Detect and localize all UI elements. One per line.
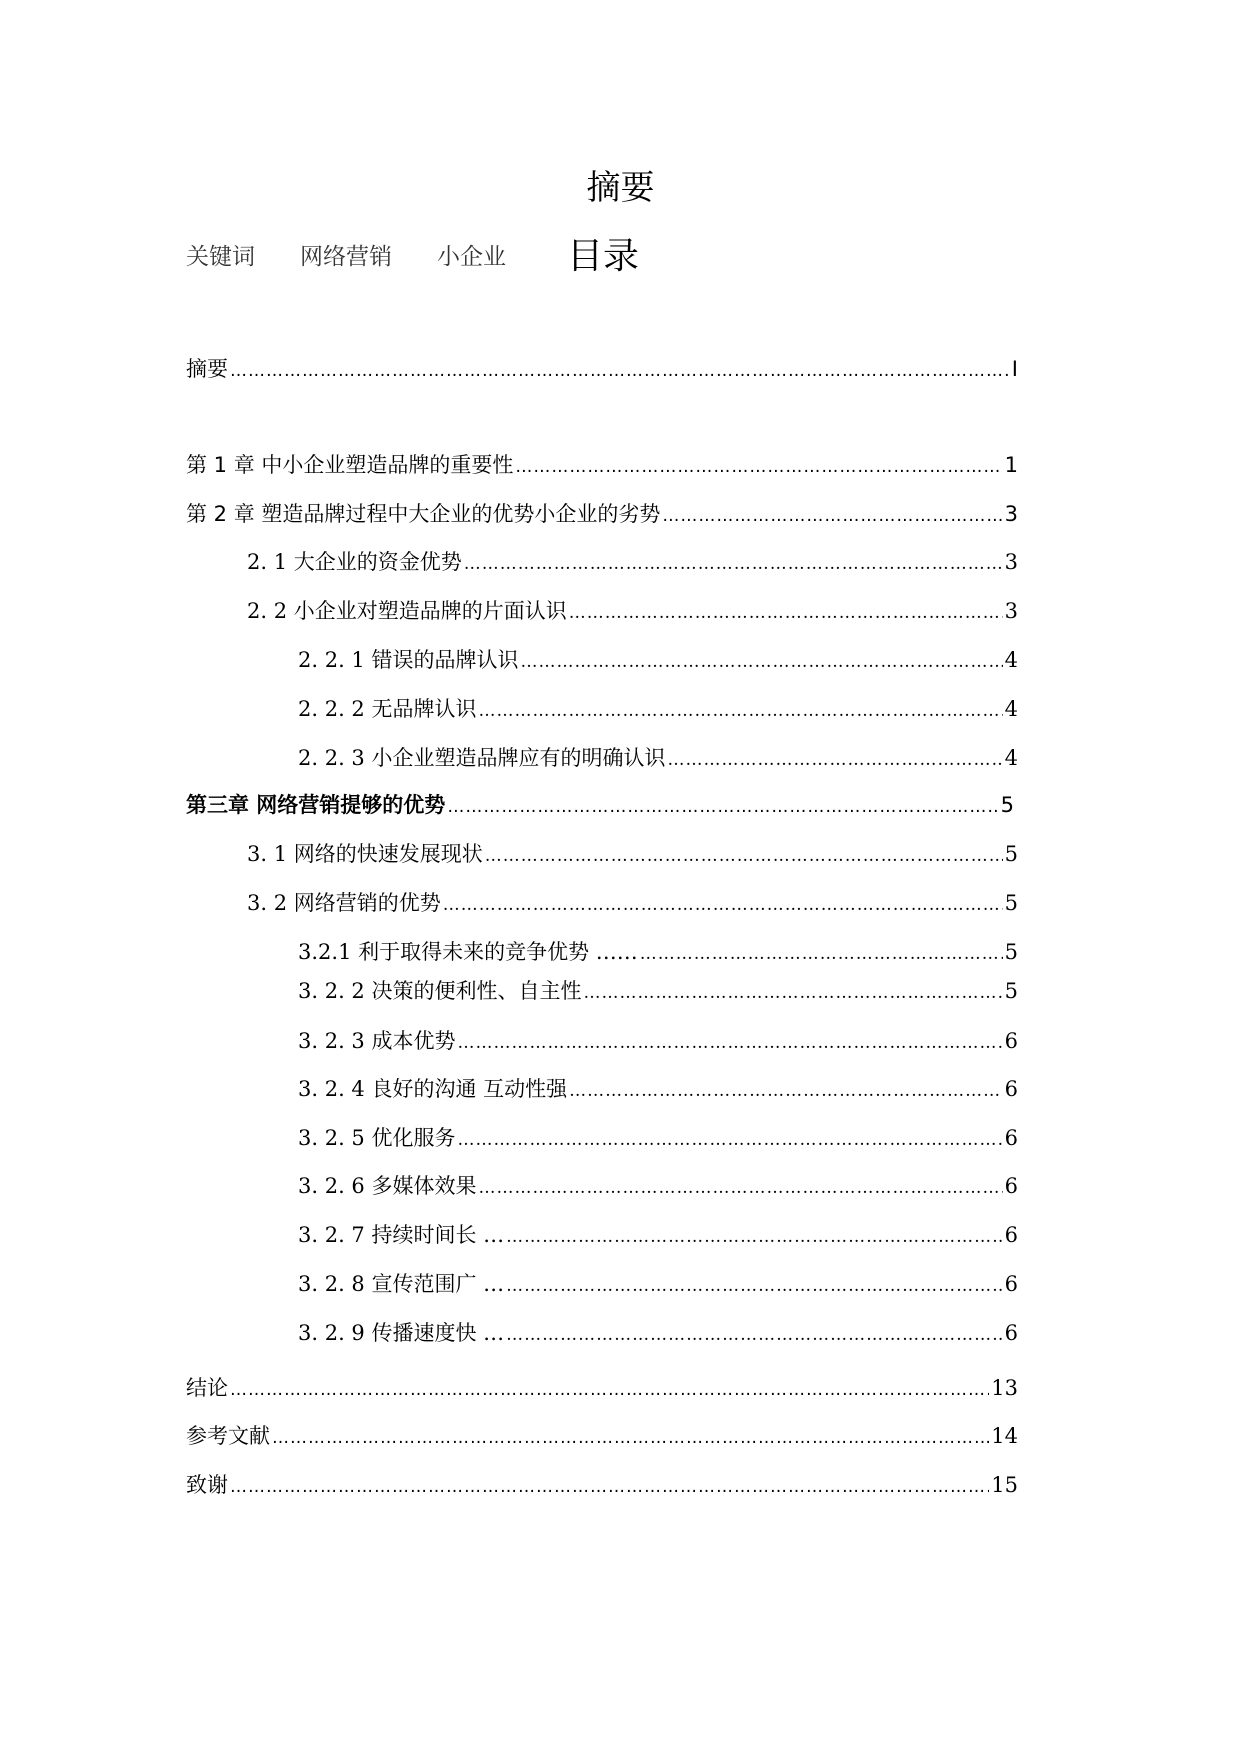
toc-entry-label: 第 1 章 中小企业塑造品牌的重要性 xyxy=(186,453,514,477)
toc-leader xyxy=(230,1376,989,1404)
toc-leader xyxy=(230,357,1010,385)
toc-entry-label: 3. 2. 6 多媒体效果 xyxy=(298,1174,477,1198)
toc-entry-label: 3. 2. 2 决策的便利性、自主性 xyxy=(298,979,582,1003)
toc-leader xyxy=(569,1077,1002,1105)
toc-page-number: 14 xyxy=(991,1424,1018,1448)
toc-entry[interactable] xyxy=(298,1124,1018,1154)
toc-entry-label: 3. 2. 8 宣传范围广 … xyxy=(298,1272,505,1296)
toc-entry[interactable] xyxy=(247,840,1018,870)
toc-leader xyxy=(485,842,1003,870)
toc-entry-label: 致谢 xyxy=(186,1473,228,1497)
toc-page-number: 3 xyxy=(1004,599,1018,623)
abstract-title: 摘要 xyxy=(586,168,655,208)
toc-leader xyxy=(478,697,1002,725)
keywords-label: 关键词 xyxy=(186,244,255,270)
toc-entry-label: 2. 2. 2 无品牌认识 xyxy=(298,697,477,721)
toc-entry[interactable] xyxy=(298,1270,1018,1300)
toc-entry[interactable] xyxy=(298,938,1018,968)
toc-entry-label: 2. 1 大企业的资金优势 xyxy=(247,550,462,574)
toc-page-number: 4 xyxy=(1004,648,1018,672)
toc-entry[interactable] xyxy=(298,1027,1018,1057)
toc-entry[interactable] xyxy=(298,1172,1018,1202)
toc-leader xyxy=(640,940,1003,968)
toc-page-number: 5 xyxy=(1000,793,1014,817)
toc-page-number: 6 xyxy=(1004,1321,1018,1345)
toc-entry-label: 2. 2. 1 错误的品牌认识 xyxy=(298,648,519,672)
toc-entry[interactable] xyxy=(298,1319,1018,1349)
toc-entry[interactable] xyxy=(247,597,1018,627)
toc-entry-label: 3. 2. 4 良好的沟通 互动性强 xyxy=(298,1077,568,1101)
toc-entry[interactable] xyxy=(186,355,1018,385)
toc-leader xyxy=(478,1174,1002,1202)
toc-entry[interactable] xyxy=(298,1221,1018,1251)
toc-page-number: 4 xyxy=(1004,697,1018,721)
toc-leader xyxy=(506,1223,1002,1251)
toc-entry[interactable] xyxy=(186,1374,1018,1404)
toc-entry[interactable] xyxy=(298,695,1018,725)
toc-page-number: I xyxy=(1011,357,1018,381)
toc-entry-label: 3. 2. 7 持续时间长 … xyxy=(298,1223,505,1247)
keyword-item: 网络营销 xyxy=(300,244,392,270)
toc-page-number: 6 xyxy=(1004,1126,1018,1150)
toc-leader xyxy=(443,891,1003,919)
toc-leader xyxy=(515,453,1002,481)
toc-leader xyxy=(272,1424,989,1452)
toc-leader xyxy=(662,502,1002,530)
toc-page-number: 4 xyxy=(1004,746,1018,770)
toc-entry[interactable] xyxy=(298,744,1018,774)
toc-entry[interactable] xyxy=(186,1422,1018,1452)
toc-entry-label: 3.2.1 利于取得未来的竞争优势 …… xyxy=(298,940,638,964)
toc-entry-label: 3. 1 网络的快速发展现状 xyxy=(247,842,483,866)
toc-leader xyxy=(230,1473,989,1501)
keyword-item: 小企业 xyxy=(437,244,506,270)
toc-entry[interactable] xyxy=(186,500,1018,530)
toc-entry[interactable] xyxy=(298,646,1018,676)
toc-entry[interactable] xyxy=(186,451,1018,481)
toc-entry-label: 2. 2 小企业对塑造品牌的片面认识 xyxy=(247,599,567,623)
toc-entry[interactable] xyxy=(298,977,1018,1007)
toc-leader xyxy=(520,648,1002,676)
toc-entry-label: 2. 2. 3 小企业塑造品牌应有的明确认识 xyxy=(298,746,666,770)
toc-entry[interactable] xyxy=(298,1075,1018,1105)
toc-page-number: 6 xyxy=(1004,1077,1018,1101)
toc-leader xyxy=(506,1321,1002,1349)
toc-page-number: 1 xyxy=(1004,453,1018,477)
toc-page-number: 6 xyxy=(1004,1272,1018,1296)
toc-entry-label: 结论 xyxy=(186,1376,228,1400)
toc-entry-label: 第 2 章 塑造品牌过程中大企业的优势小企业的劣势 xyxy=(186,502,661,526)
toc-entry-label: 摘要 xyxy=(186,357,228,381)
toc-entry-label: 3. 2. 9 传播速度快 … xyxy=(298,1321,505,1345)
toc-page-number: 5 xyxy=(1004,842,1018,866)
toc-leader xyxy=(464,550,1003,578)
toc-title: 目录 xyxy=(567,236,640,277)
toc-leader xyxy=(457,1126,1002,1154)
toc-leader xyxy=(506,1272,1002,1300)
toc-entry-label: 3. 2. 5 优化服务 xyxy=(298,1126,456,1150)
toc-page-number: 5 xyxy=(1004,979,1018,1003)
toc-entry[interactable] xyxy=(186,1471,1018,1501)
toc-leader xyxy=(447,793,998,821)
toc-leader xyxy=(569,599,1003,627)
toc-page-number: 6 xyxy=(1004,1223,1018,1247)
toc-leader xyxy=(457,1029,1002,1057)
toc-page-number: 5 xyxy=(1004,940,1018,964)
toc-entry[interactable] xyxy=(186,791,1014,821)
toc-page-number: 15 xyxy=(991,1473,1018,1497)
toc-leader xyxy=(667,746,1002,774)
toc-entry-label: 第三章 网络营销提够的优势 xyxy=(186,793,446,817)
toc-page-number: 5 xyxy=(1004,891,1018,915)
toc-page-number: 3 xyxy=(1004,550,1018,574)
toc-entry[interactable] xyxy=(247,889,1018,919)
toc-entry-label: 3. 2. 3 成本优势 xyxy=(298,1029,456,1053)
toc-page-number: 3 xyxy=(1004,502,1018,526)
toc-page-number: 6 xyxy=(1004,1029,1018,1053)
toc-page-number: 13 xyxy=(991,1376,1018,1400)
toc-entry-label: 参考文献 xyxy=(186,1424,270,1448)
toc-page-number: 6 xyxy=(1004,1174,1018,1198)
toc-entry[interactable] xyxy=(247,548,1018,578)
toc-entry-label: 3. 2 网络营销的优势 xyxy=(247,891,441,915)
toc-leader xyxy=(583,979,1002,1007)
